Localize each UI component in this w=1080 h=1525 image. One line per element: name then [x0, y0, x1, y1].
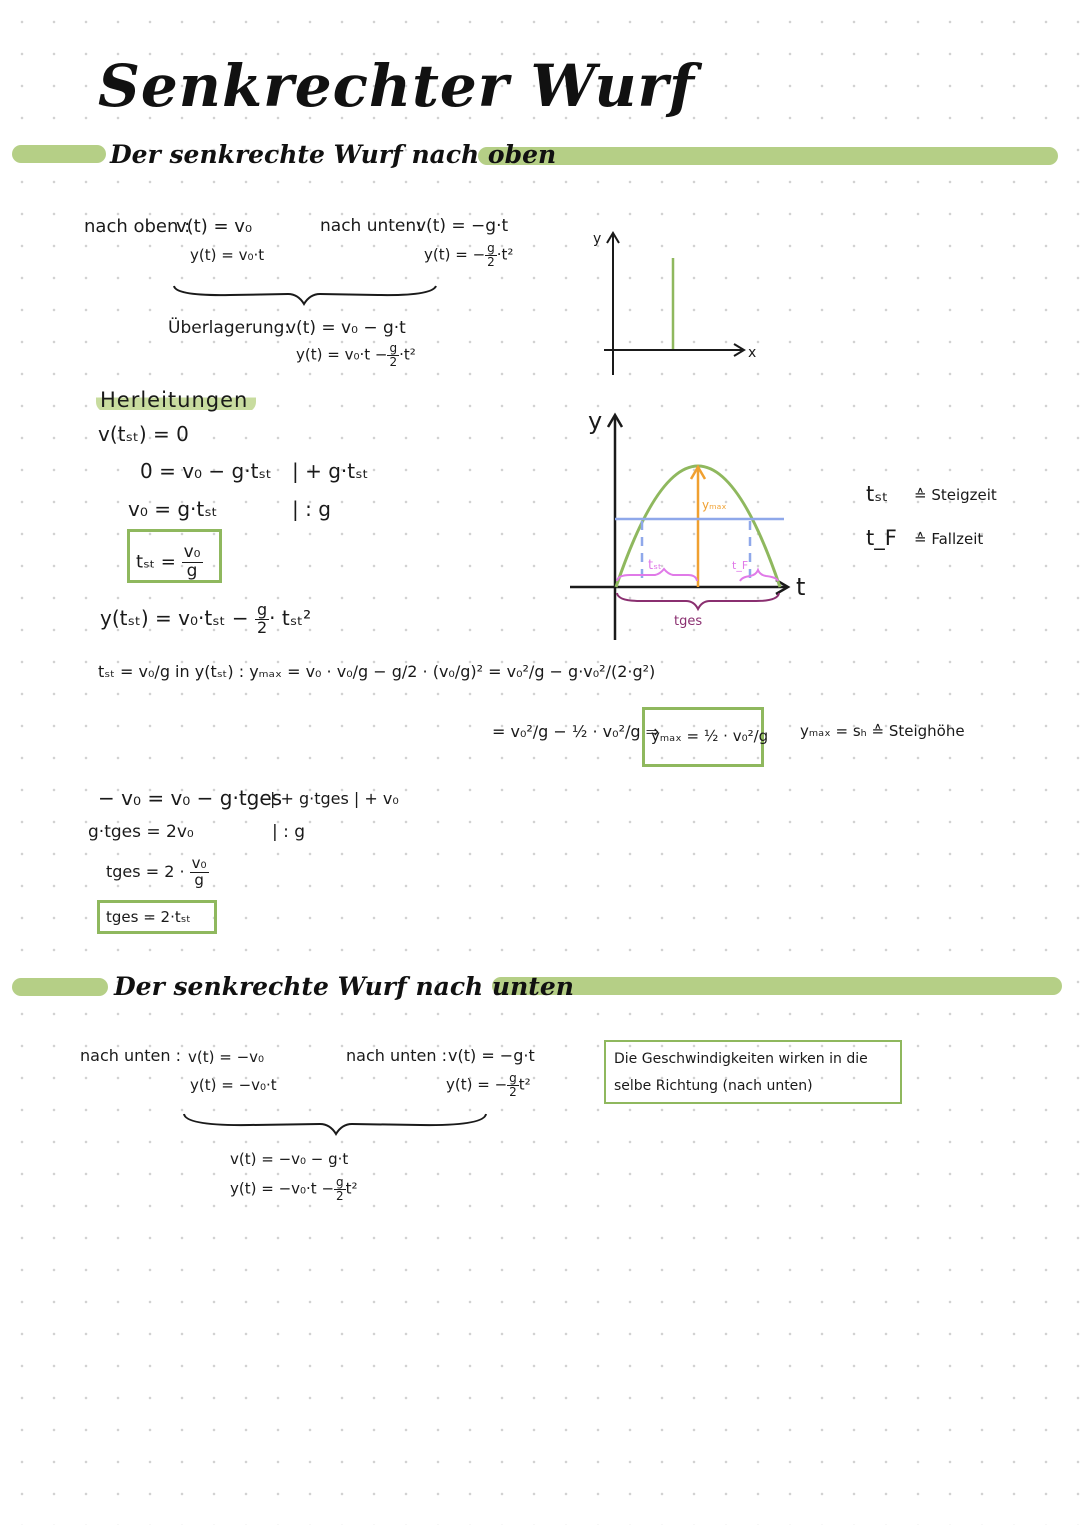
graph-position-sketch	[590, 225, 770, 385]
herl-line-8: g·tges = 2v₀	[88, 822, 194, 842]
legend-tst-text: ≙ Steigzeit	[914, 486, 997, 504]
down-v-eq: v(t) = −g·t	[416, 216, 509, 236]
s2-sum-y-eq: y(t) = −v₀·t − $\frac{g}{2}$ t²	[230, 1175, 358, 1203]
herleitungen-label: Herleitungen	[96, 388, 256, 412]
graph1-y-label: y	[593, 231, 602, 247]
herl-line-8-op: | : g	[272, 822, 306, 842]
s2-a-label: nach unten :	[80, 1046, 181, 1065]
up-label: nach oben :	[84, 216, 191, 237]
graph2-t-label: t	[796, 573, 806, 601]
herl-line-7-op: | + g·tges | + v₀	[270, 789, 399, 808]
s2-a-y-eq: y(t) = −v₀·t	[190, 1076, 277, 1094]
box-tst-lhs: tₛₜ =	[136, 551, 176, 573]
graph2-tst-label: tₛₜ	[648, 558, 662, 573]
section-heading-up: Der senkrechte Wurf nach oben	[110, 140, 557, 169]
box-tst-num: v₀	[183, 542, 201, 562]
herl-line-2: 0 = v₀ − g·tₛₜ	[140, 459, 272, 483]
legend-tst-symbol: tₛₜ	[866, 482, 889, 506]
page-title: Senkrechter Wurf	[98, 52, 695, 120]
section-band-left	[12, 145, 106, 163]
s2-b-v-eq: v(t) = −g·t	[448, 1046, 535, 1065]
result-box-tges	[97, 900, 217, 934]
overlay-brace	[170, 278, 440, 308]
ymax-note: yₘₐₓ = sₕ ≙ Steighöhe	[800, 722, 965, 740]
up-y-eq: y(t) = v₀·t	[190, 246, 265, 264]
direction-note: Die Geschwindigkeiten wirken in die selbe Richtung (nach unten)	[604, 1040, 902, 1104]
herl-line-3: v₀ = g·tₛₜ	[128, 497, 218, 521]
herl-line-4: y(tₛₜ) = v₀·tₛₜ − $\frac{g}{2}$ · tₛₜ²	[100, 600, 312, 637]
graph1-x-label: x	[748, 345, 757, 361]
s2-sum-v-eq: v(t) = −v₀ − g·t	[230, 1150, 349, 1168]
s2-a-v-eq: v(t) = −v₀	[188, 1048, 265, 1066]
down-label: nach unten:	[320, 216, 422, 236]
graph2-ymax-label: yₘₐₓ	[702, 498, 727, 512]
box-tges-text: tges = 2·tₛₜ	[106, 908, 191, 926]
section-heading-down: Der senkrechte Wurf nach unten	[114, 972, 574, 1001]
result-box-ymax	[642, 707, 769, 767]
up-v-eq: v(t) = v₀	[176, 216, 253, 237]
graph2-tf-label: t_F	[732, 559, 749, 572]
herl-line-7: − v₀ = v₀ − g·tges	[98, 786, 283, 810]
overlay-y-eq: y(t) = v₀·t − $\frac{g}{2}$ ·t²	[296, 341, 416, 369]
herl-line-2-op: | + g·tₛₜ	[292, 459, 369, 483]
s2-b-y-eq: y(t) = − $\frac{g}{2}$ t²	[446, 1071, 531, 1099]
result-box-tst	[127, 529, 222, 583]
overlay-v-eq: v(t) = v₀ − g·t	[286, 318, 406, 338]
box-tst-den: g	[186, 560, 198, 581]
down-y-eq: y(t) = − $\frac{g}{2}$ ·t²	[424, 241, 514, 269]
graph2-y-label: y	[588, 407, 603, 435]
section2-band-left	[12, 978, 108, 996]
herl-line-6: = v₀²/g − ½ · v₀²/g ⇒	[492, 722, 660, 741]
graph2-tges-label: tges	[674, 614, 703, 629]
section2-band-right	[492, 977, 1062, 995]
herl-line-5: tₛₜ = v₀/g in y(tₛₜ) : yₘₐₓ = v₀ · v₀/g − g/2 · (v₀/g)² = v₀²/g − g·v₀²/(2·g²)	[98, 662, 656, 681]
graph2-tges-brace	[617, 593, 779, 609]
legend-tf-text: ≙ Fallzeit	[914, 530, 984, 548]
sum-brace	[180, 1108, 490, 1138]
herl-line-9: tges = 2 · $\frac{\text{v₀}}{g}$	[106, 854, 207, 889]
box-ymax-text: yₘₐₓ = ½ · v₀²/g	[651, 727, 769, 745]
legend-tf-symbol: t_F	[866, 526, 897, 550]
overlay-label: Überlagerung:	[168, 318, 291, 338]
s2-b-label: nach unten :	[346, 1046, 447, 1065]
herl-line-1: v(tₛₜ) = 0	[98, 422, 189, 446]
graph-height-time	[560, 405, 830, 645]
herl-line-3-op: | : g	[292, 497, 331, 521]
section-band-right	[478, 147, 1058, 165]
